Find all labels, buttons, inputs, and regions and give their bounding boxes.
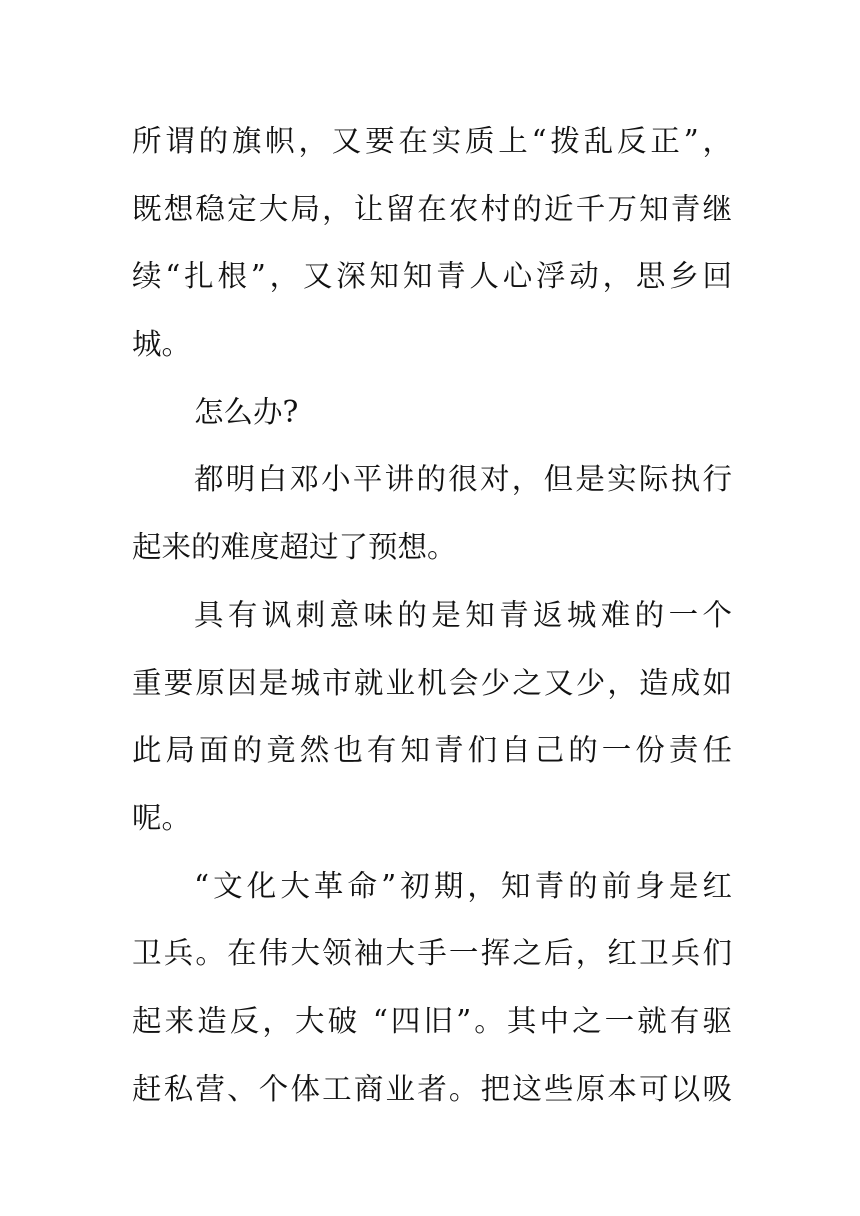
paragraph-4: [132, 582, 732, 853]
paragraph-3: [132, 446, 732, 581]
body-text: [132, 108, 732, 1123]
paragraph-2: [132, 379, 732, 447]
text-line: 都明白邓小平讲的很对，但是实际执行: [194, 462, 732, 497]
text-line: 重要原因是城市就业机会少之又少，造成如: [132, 665, 732, 700]
text-line: 呢。: [132, 800, 192, 835]
text-line: 续“扎根”，又深知知青人心浮动，思乡回: [132, 259, 732, 294]
text-line: 起来造反，大破 “四旧”。其中之一就有驱: [132, 1003, 732, 1038]
text-line: 怎么办?: [194, 394, 299, 429]
text-line: 所谓的旗帜，又要在实质上“拨乱反正”，: [132, 124, 732, 158]
paragraph-1: [132, 108, 732, 379]
text-line: 赶私营、个体工商业者。把这些原本可以吸: [132, 1071, 732, 1106]
text-line: 卫兵。在伟大领袖大手一挥之后，红卫兵们: [132, 936, 732, 971]
text-line: 城。: [132, 327, 192, 362]
text-line: 此局面的竟然也有知青们自己的一份责任: [132, 733, 732, 768]
text-line: 具有讽刺意味的是知青返城难的一个: [194, 597, 732, 632]
text-line: 起来的难度超过了预想。: [132, 530, 457, 565]
paragraph-5: [132, 853, 732, 1124]
text-line: “文化大革命”初期，知青的前身是红: [194, 868, 732, 903]
text-line: 既想稳定大局，让留在农村的近千万知青继: [132, 191, 732, 226]
